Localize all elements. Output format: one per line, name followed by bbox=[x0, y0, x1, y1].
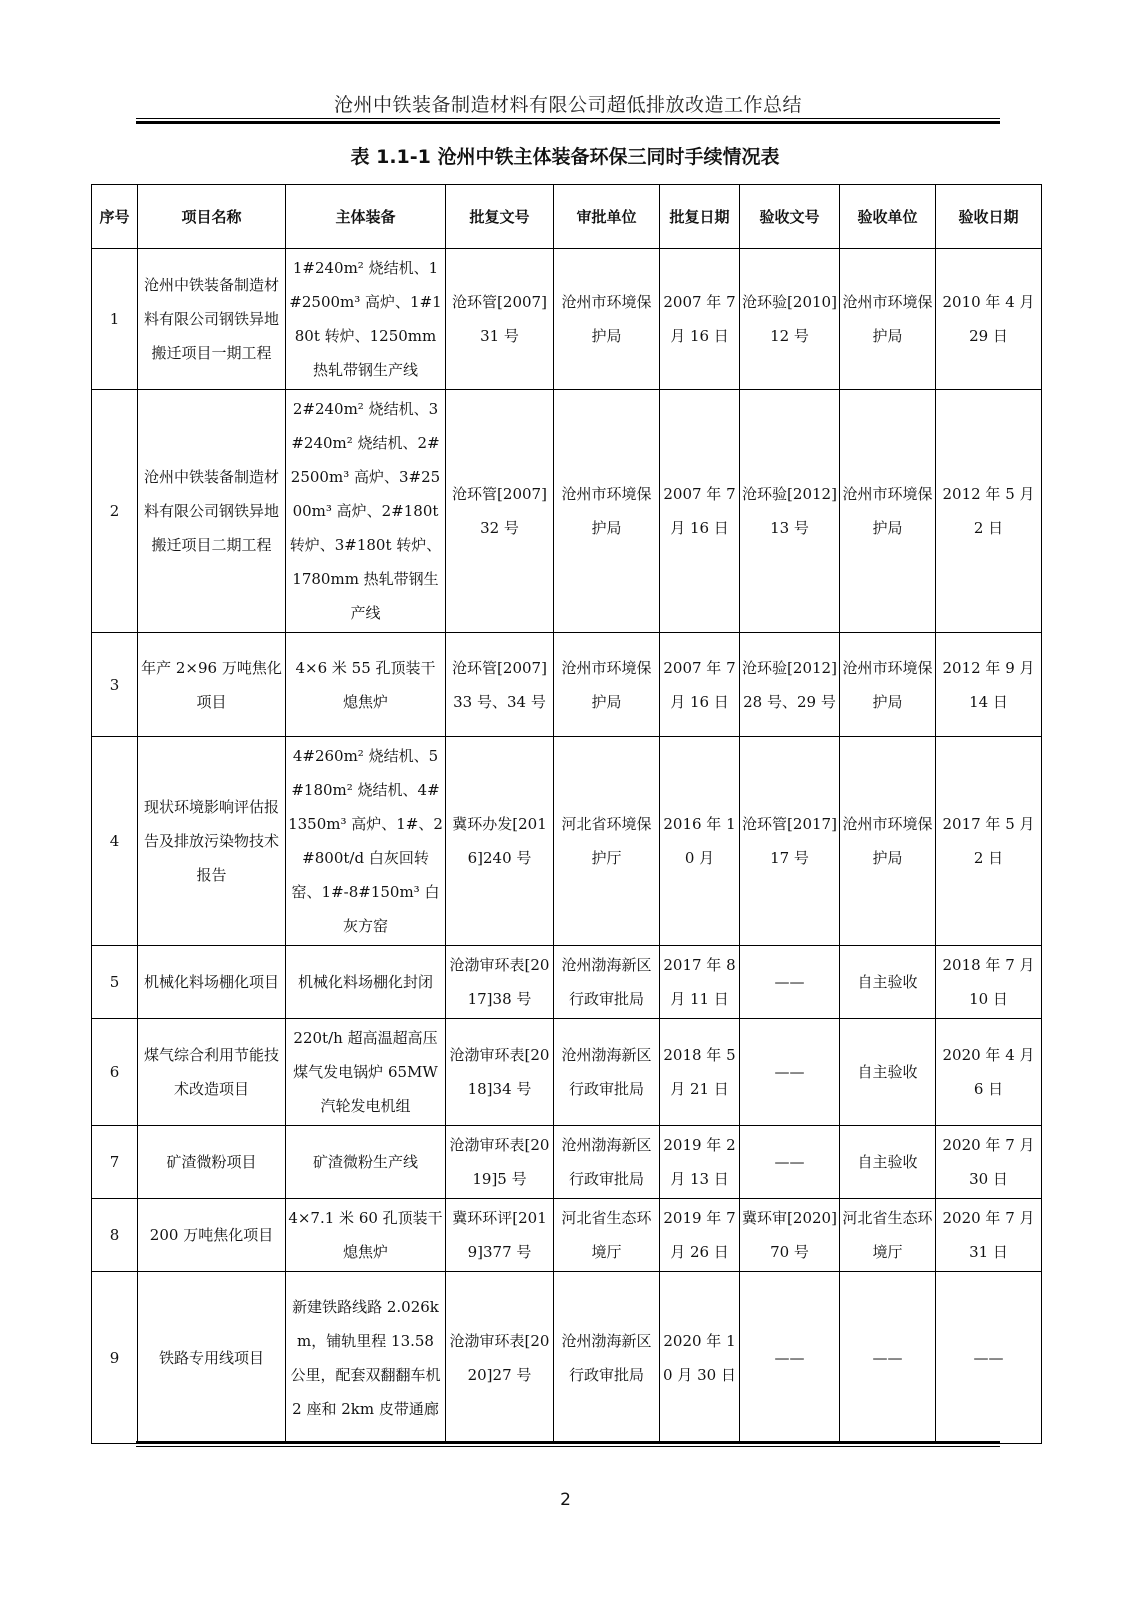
cell-acceptance-doc: 沧环验[2012]13 号 bbox=[740, 390, 840, 633]
cell-acceptance-date: 2020 年 7 月 30 日 bbox=[936, 1126, 1042, 1199]
cell-acceptance-date: 2018 年 7 月 10 日 bbox=[936, 946, 1042, 1019]
cell-approval-date: 2007 年 7 月 16 日 bbox=[660, 390, 740, 633]
cell-approval-unit: 沧州渤海新区行政审批局 bbox=[554, 946, 660, 1019]
cell-acceptance-doc: —— bbox=[740, 1272, 840, 1444]
cell-main-equipment: 机械化料场棚化封闭 bbox=[286, 946, 446, 1019]
cell-acceptance-date: 2017 年 5 月 2 日 bbox=[936, 737, 1042, 946]
table-row bbox=[92, 1126, 1042, 1199]
cell-approval-unit: 沧州渤海新区行政审批局 bbox=[554, 1019, 660, 1126]
cell-project-name: 沧州中铁装备制造材料有限公司钢铁异地搬迁项目一期工程 bbox=[138, 249, 286, 390]
cell-main-equipment: 新建铁路线路 2.026km，铺轨里程 13.58 公里，配套双翻翻车机 2 座和 2km 皮带通廊 bbox=[286, 1272, 446, 1444]
cell-acceptance-unit: 自主验收 bbox=[840, 946, 936, 1019]
table-header-row bbox=[92, 185, 1042, 249]
cell-main-equipment: 2#240m² 烧结机、3#240m² 烧结机、2#2500m³ 高炉、3#2500m³ 高炉、2#180t 转炉、3#180t 转炉、1780mm 热轧带钢生产线 bbox=[286, 390, 446, 633]
cell-acceptance-unit: 自主验收 bbox=[840, 1019, 936, 1126]
cell-project-name: 200 万吨焦化项目 bbox=[138, 1199, 286, 1272]
cell-project-name: 年产 2×96 万吨焦化项目 bbox=[138, 633, 286, 737]
table-row bbox=[92, 737, 1042, 946]
cell-approval-unit: 沧州市环境保护局 bbox=[554, 390, 660, 633]
cell-acceptance-doc: —— bbox=[740, 946, 840, 1019]
footer-rule-thick bbox=[136, 1441, 1000, 1444]
cell-acceptance-unit: 河北省生态环境厅 bbox=[840, 1199, 936, 1272]
header-rule-thin bbox=[136, 118, 1000, 119]
cell-index: 5 bbox=[92, 946, 138, 1019]
cell-main-equipment: 矿渣微粉生产线 bbox=[286, 1126, 446, 1199]
cell-approval-date: 2019 年 2 月 13 日 bbox=[660, 1126, 740, 1199]
cell-main-equipment: 4×6 米 55 孔顶装干熄焦炉 bbox=[286, 633, 446, 737]
cell-acceptance-date: 2020 年 7 月 31 日 bbox=[936, 1199, 1042, 1272]
cell-approval-date: 2020 年 10 月 30 日 bbox=[660, 1272, 740, 1444]
cell-approval-doc: 冀环办发[2016]240 号 bbox=[446, 737, 554, 946]
cell-approval-date: 2007 年 7 月 16 日 bbox=[660, 249, 740, 390]
cell-acceptance-doc: 沧环验[2012]28 号、29 号 bbox=[740, 633, 840, 737]
cell-project-name: 铁路专用线项目 bbox=[138, 1272, 286, 1444]
approval-table bbox=[91, 184, 1042, 1444]
cell-acceptance-unit: 沧州市环境保护局 bbox=[840, 737, 936, 946]
cell-acceptance-date: 2010 年 4 月 29 日 bbox=[936, 249, 1042, 390]
cell-acceptance-unit: 沧州市环境保护局 bbox=[840, 633, 936, 737]
cell-main-equipment: 1#240m² 烧结机、1#2500m³ 高炉、1#180t 转炉、1250mm 热轧带钢生产线 bbox=[286, 249, 446, 390]
cell-approval-doc: 沧渤审环表[2020]27 号 bbox=[446, 1272, 554, 1444]
cell-approval-doc: 冀环环评[2019]377 号 bbox=[446, 1199, 554, 1272]
cell-approval-date: 2019 年 7 月 26 日 bbox=[660, 1199, 740, 1272]
cell-acceptance-doc: —— bbox=[740, 1126, 840, 1199]
cell-approval-doc: 沧渤审环表[2019]5 号 bbox=[446, 1126, 554, 1199]
cell-index: 2 bbox=[92, 390, 138, 633]
cell-index: 7 bbox=[92, 1126, 138, 1199]
col-header-acceptance-unit: 验收单位 bbox=[840, 185, 936, 249]
col-header-acceptance-doc: 验收文号 bbox=[740, 185, 840, 249]
cell-approval-date: 2007 年 7 月 16 日 bbox=[660, 633, 740, 737]
cell-approval-date: 2017 年 8 月 11 日 bbox=[660, 946, 740, 1019]
footer-rule-thin bbox=[136, 1446, 1000, 1447]
cell-acceptance-doc: —— bbox=[740, 1019, 840, 1126]
page-header-title: 沧州中铁装备制造材料有限公司超低排放改造工作总结 bbox=[333, 94, 802, 116]
col-header-approval-date: 批复日期 bbox=[660, 185, 740, 249]
cell-approval-unit: 沧州渤海新区行政审批局 bbox=[554, 1126, 660, 1199]
cell-approval-doc: 沧环管[2007]33 号、34 号 bbox=[446, 633, 554, 737]
cell-approval-doc: 沧环管[2007]31 号 bbox=[446, 249, 554, 390]
table-row bbox=[92, 249, 1042, 390]
cell-acceptance-unit: 沧州市环境保护局 bbox=[840, 249, 936, 390]
table-row bbox=[92, 633, 1042, 737]
table-caption: 表 1.1-1 沧州中铁主体装备环保三同时手续情况表 bbox=[350, 146, 780, 168]
cell-index: 4 bbox=[92, 737, 138, 946]
col-header-index: 序号 bbox=[92, 185, 138, 249]
cell-acceptance-date: 2012 年 9 月 14 日 bbox=[936, 633, 1042, 737]
cell-approval-doc: 沧渤审环表[2018]34 号 bbox=[446, 1019, 554, 1126]
cell-approval-unit: 沧州渤海新区行政审批局 bbox=[554, 1272, 660, 1444]
cell-index: 8 bbox=[92, 1199, 138, 1272]
cell-approval-doc: 沧渤审环表[2017]38 号 bbox=[446, 946, 554, 1019]
cell-acceptance-unit: —— bbox=[840, 1272, 936, 1444]
col-header-main-equipment: 主体装备 bbox=[286, 185, 446, 249]
table-row bbox=[92, 390, 1042, 633]
cell-approval-unit: 河北省环境保护厅 bbox=[554, 737, 660, 946]
table-row bbox=[92, 1199, 1042, 1272]
cell-main-equipment: 4#260m² 烧结机、5#180m² 烧结机、4#1350m³ 高炉、1#、2#800t/d 白灰回转窑、1#-8#150m³ 白灰方窑 bbox=[286, 737, 446, 946]
cell-approval-date: 2018 年 5 月 21 日 bbox=[660, 1019, 740, 1126]
col-header-approval-unit: 审批单位 bbox=[554, 185, 660, 249]
cell-index: 1 bbox=[92, 249, 138, 390]
cell-acceptance-unit: 沧州市环境保护局 bbox=[840, 390, 936, 633]
table-row bbox=[92, 946, 1042, 1019]
col-header-project-name: 项目名称 bbox=[138, 185, 286, 249]
cell-acceptance-doc: 沧环管[2017]17 号 bbox=[740, 737, 840, 946]
cell-index: 9 bbox=[92, 1272, 138, 1444]
page-number: 2 bbox=[560, 1490, 571, 1510]
cell-main-equipment: 220t/h 超高温超高压煤气发电锅炉 65MW 汽轮发电机组 bbox=[286, 1019, 446, 1126]
cell-approval-unit: 沧州市环境保护局 bbox=[554, 249, 660, 390]
header-rule-thick bbox=[136, 121, 1000, 124]
cell-project-name: 现状环境影响评估报告及排放污染物技术报告 bbox=[138, 737, 286, 946]
cell-project-name: 矿渣微粉项目 bbox=[138, 1126, 286, 1199]
cell-project-name: 机械化料场棚化项目 bbox=[138, 946, 286, 1019]
cell-approval-unit: 沧州市环境保护局 bbox=[554, 633, 660, 737]
cell-acceptance-doc: 沧环验[2010]12 号 bbox=[740, 249, 840, 390]
cell-index: 6 bbox=[92, 1019, 138, 1126]
cell-main-equipment: 4×7.1 米 60 孔顶装干熄焦炉 bbox=[286, 1199, 446, 1272]
cell-acceptance-unit: 自主验收 bbox=[840, 1126, 936, 1199]
cell-acceptance-doc: 冀环审[2020]70 号 bbox=[740, 1199, 840, 1272]
table-row bbox=[92, 1272, 1042, 1444]
cell-acceptance-date: 2012 年 5 月 2 日 bbox=[936, 390, 1042, 633]
col-header-acceptance-date: 验收日期 bbox=[936, 185, 1042, 249]
cell-approval-unit: 河北省生态环境厅 bbox=[554, 1199, 660, 1272]
cell-project-name: 煤气综合利用节能技术改造项目 bbox=[138, 1019, 286, 1126]
cell-index: 3 bbox=[92, 633, 138, 737]
cell-acceptance-date: —— bbox=[936, 1272, 1042, 1444]
cell-approval-date: 2016 年 10 月 bbox=[660, 737, 740, 946]
cell-acceptance-date: 2020 年 4 月 6 日 bbox=[936, 1019, 1042, 1126]
cell-approval-doc: 沧环管[2007]32 号 bbox=[446, 390, 554, 633]
cell-project-name: 沧州中铁装备制造材料有限公司钢铁异地搬迁项目二期工程 bbox=[138, 390, 286, 633]
table-row bbox=[92, 1019, 1042, 1126]
col-header-approval-doc: 批复文号 bbox=[446, 185, 554, 249]
